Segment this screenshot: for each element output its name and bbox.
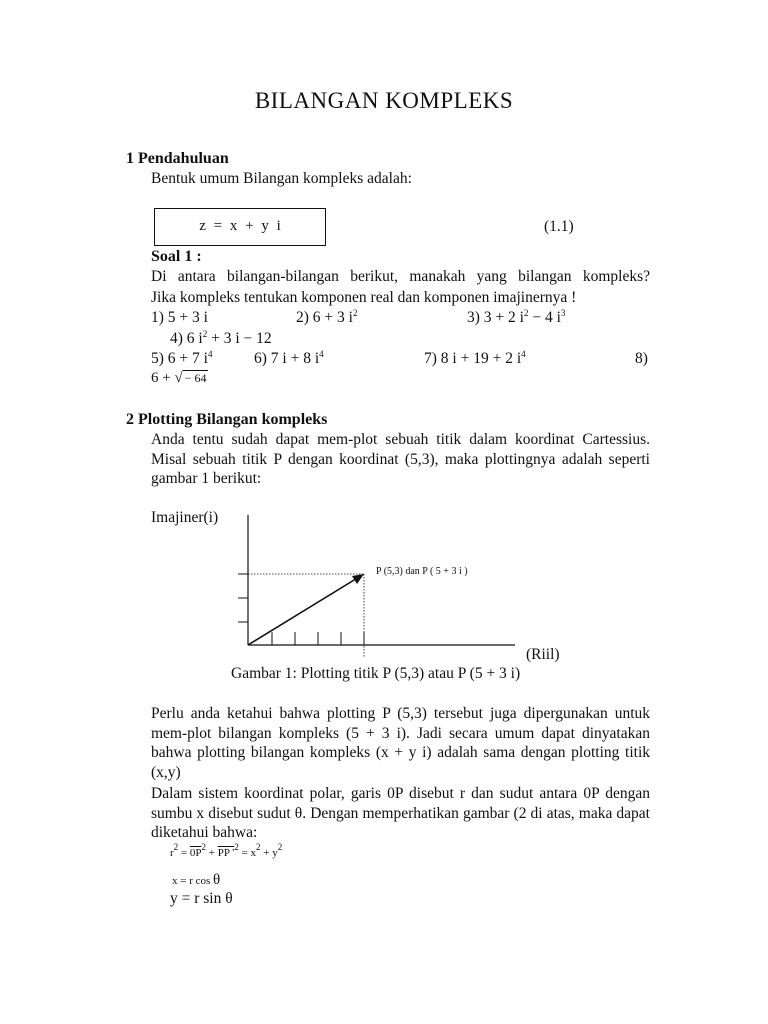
- soal-item-7: 7) 8 i + 19 + 2 $i^4$: [424, 349, 526, 367]
- soal-item-1: 1) 5 + 3 i: [151, 309, 208, 326]
- formula-r-squared: $r^2 = 0P^2$ + PP '$^2 = x^2 + y^2$: [170, 842, 283, 859]
- document-title: BILANGAN KOMPLEKS: [254, 88, 514, 113]
- paragraph-plotting: Perlu anda ketahui bahwa plotting P (5,3) tersebut juga dipergunakan untuk mem-plot bilangan kompleks (5 + 3 i). Jadi secara umum dapat dinyatakan bahwa plotting bilangan kompleks (x + y i) adalah sama dengan plotting titik (x,y): [151, 705, 650, 781]
- paragraph-polar: Dalam sistem koordinat polar, garis 0P disebut r dan sudut antara 0P dengan sumbu x disebut sudut θ. Dengan memperhatikan gambar (2 di atas, maka dapat diketahui bahwa:: [151, 785, 650, 841]
- section-2-heading: 2 Plotting Bilangan kompleks: [126, 411, 328, 428]
- soal-item-5: 5) 6 + 7 $i^4$: [151, 349, 213, 367]
- section-1-heading: 1 Pendahuluan: [126, 150, 229, 167]
- soal-item-4: 4) 6 $i^2 + 3$ i − 12: [170, 329, 272, 347]
- soal-item-3: 3) 3 + 2 $i^2 - 4$ $i^3$: [467, 308, 566, 326]
- formula-y: y = r sin θ: [170, 890, 233, 907]
- soal-heading: Soal 1 :: [151, 248, 202, 265]
- plot-figure: [230, 512, 530, 660]
- soal-item-2: 2) 6 + 3 $i^2$: [296, 308, 358, 326]
- soal-item-8: 6 + √ − 64: [151, 370, 207, 386]
- y-axis-label: Imajiner(i): [151, 509, 219, 526]
- x-axis-label: (Riil): [526, 646, 560, 663]
- soal-item-8-number: 8): [635, 350, 648, 367]
- formula-x: x = r cos θ: [172, 872, 221, 888]
- equation-text: z = x + y i: [199, 218, 281, 234]
- vector-line: [248, 577, 359, 645]
- soal-question-line: Di antara bilangan-bilangan berikut, manakah yang bilangan kompleks?: [151, 268, 650, 285]
- vector-arrowhead: [352, 574, 364, 584]
- section-1-intro: Bentuk umum Bilangan kompleks adalah:: [151, 170, 412, 187]
- equation-number: (1.1): [544, 218, 574, 235]
- figure-caption: Gambar 1: Plotting titik P (5,3) atau P (5 + 3 i): [231, 665, 521, 682]
- soal-instruction-line: Jika kompleks tentukan komponen real dan komponen imajinernya !: [151, 289, 577, 306]
- soal-item-6: 6) 7 i + 8 $i^4$: [254, 349, 324, 367]
- section-2-paragraph: Anda tentu sudah dapat mem-plot sebuah titik dalam koordinat Cartessius. Misal sebuah titik P dengan koordinat (5,3), maka plottingnya adalah seperti gambar 1 berikut:: [151, 431, 650, 487]
- point-label: P (5,3) dan P ( 5 + 3 i ): [376, 566, 468, 577]
